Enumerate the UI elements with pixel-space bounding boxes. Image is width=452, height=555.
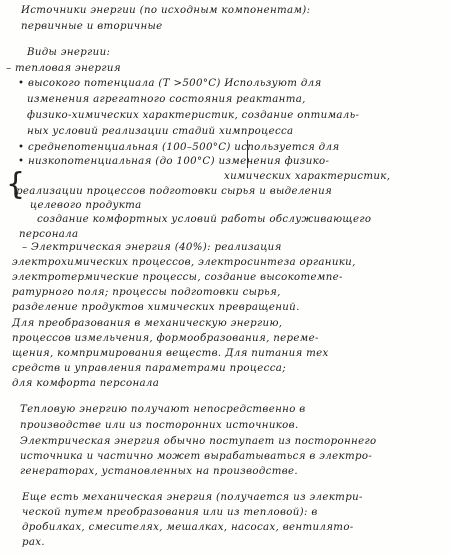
thermal-line-2: • высокого потенциала (Т >500°С) Используют для (18, 78, 322, 89)
electric-line-2: электрохимических процессов, электросинтеза органики, (12, 257, 356, 268)
thermal-line-12: персонала (19, 229, 79, 240)
electric-line-3: электротермические процессы, создание высокотемпе- (12, 272, 343, 283)
para3-line-1: Еще есть механическая энергия (получается из электри- (22, 492, 363, 503)
types-title: Виды энергии: (27, 47, 111, 58)
electric-line-10: для комфорта персонала (12, 378, 160, 389)
para2-line-1: Тепловую энергию получают непосредственно в (20, 404, 306, 415)
para2-line-3: Электрическая энергия обычно поступает из постороннего (20, 436, 377, 447)
para2-line-2: производстве или из посторонних источников. (20, 420, 299, 431)
para2-line-5: генераторах, установленных на производстве. (20, 466, 298, 477)
thermal-line-8: химических характеристик, (224, 171, 391, 182)
heading-line-1: Источники энергии (по исходным компонентам): (21, 5, 311, 16)
para3-line-2: ческой путем преобразования или из тепловой): в (22, 507, 318, 518)
para3-line-3: дробилках, смесителях, мешалках, насосах, вентилято- (22, 522, 354, 533)
thermal-line-4: физико-химических характеристик, создание оптималь- (27, 110, 360, 121)
electric-line-4: ратурного поля; процессы подготовки сырья, (12, 287, 281, 298)
thermal-line-6: • среднепотенциальная (100–500°С) используется для (18, 142, 340, 153)
electric-line-8: щения, компримирования веществ. Для питания тех (12, 348, 329, 359)
thermal-line-11: создание комфортных условий работы обслуживающего (37, 214, 372, 225)
electric-line-5: разделение продуктов химических превращений. (12, 302, 300, 313)
electric-line-7: процессов измельчения, формообразования, переме- (12, 333, 319, 344)
curly-brace-mark: { (6, 167, 26, 202)
thermal-line-9: реализации процессов подготовки сырья и выделения (16, 186, 333, 197)
para3-line-4: рах. (22, 537, 45, 548)
bracket-mark (247, 140, 248, 168)
heading-line-2: первичные и вторичные (21, 21, 163, 32)
thermal-line-10: целевого продукта (30, 200, 142, 211)
electric-line-1: – Электрическая энергия (40%): реализация (22, 242, 282, 253)
electric-line-9: средств и управления параметрами процесса; (12, 363, 286, 374)
thermal-line-5: ных условий реализации стадий химпроцесса (27, 126, 294, 137)
thermal-line-3: изменения агрегатного состояния реактанта, (27, 94, 306, 105)
thermal-line-1: – тепловая энергия (6, 63, 121, 74)
para2-line-4: источника и частично может вырабатываться в электро- (20, 451, 373, 462)
electric-line-6: Для преобразования в механическую энергию, (12, 318, 283, 329)
thermal-line-7: • низкопотенциальная (до 100°С) изменения физико- (18, 156, 330, 167)
